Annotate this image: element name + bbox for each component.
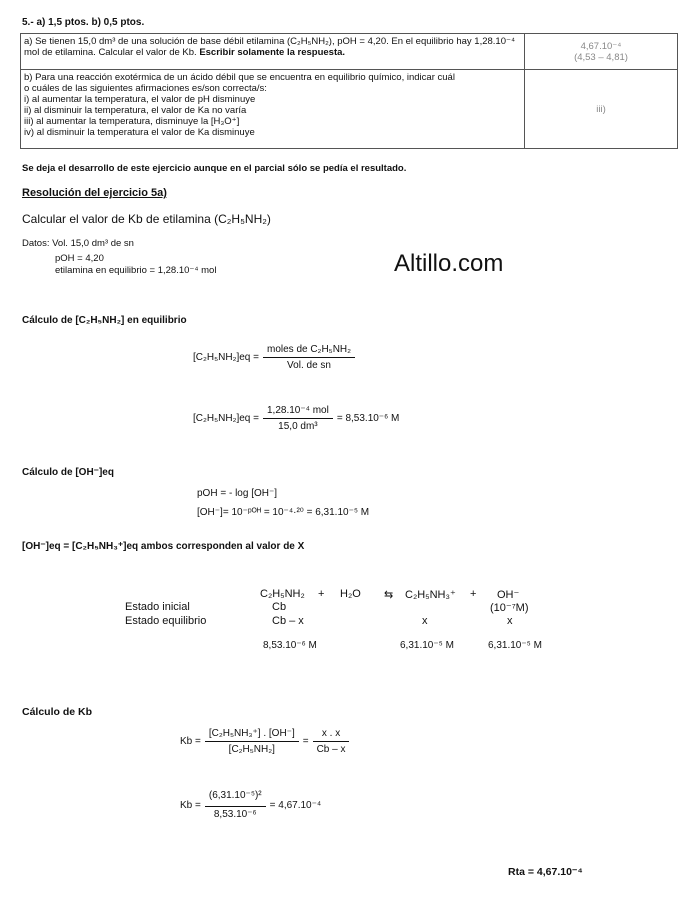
species-ethylammonium: C₂H₅NH₃⁺ — [405, 589, 456, 601]
fraction-numerator: x . x — [313, 728, 350, 742]
answer-a-range: (4,53 – 4,81) — [574, 51, 628, 63]
fraction-denominator: Cb – x — [316, 744, 346, 755]
concentration-equation-2 — [193, 405, 399, 432]
fraction — [263, 344, 355, 371]
question-b-option: iv) al disminuir la temperatura el valor de Ka disminuye — [24, 127, 255, 138]
species-hydroxide: OH⁻ — [497, 589, 520, 601]
fraction — [263, 405, 333, 432]
question-a-cell — [21, 34, 525, 70]
datos-moles: etilamina en equilibrio = 1,28.10⁻⁴ mol — [55, 265, 217, 276]
question-a-instruction: Escribir solamente la respuesta. — [199, 47, 346, 58]
fraction-denominator: 15,0 dm³ — [278, 421, 318, 432]
equation-lhs: Kb = — [180, 799, 201, 811]
question-row-a — [21, 34, 678, 70]
concentration-equation-1 — [193, 344, 355, 371]
answer-b-value: iii) — [596, 103, 606, 115]
answer-b-cell — [525, 70, 678, 149]
equilibrium-arrow: ⇆ — [384, 589, 394, 601]
equilibrium-hydroxide: x — [507, 615, 513, 627]
oh-calculation: [OH⁻]= 10⁻ᵖᴼᴴ = 10⁻⁴·²⁰ = 6,31.10⁻⁵ M — [197, 507, 370, 518]
equation-result: = 8,53.10⁻⁶ M — [336, 413, 400, 424]
fraction — [313, 728, 350, 755]
question-table — [20, 33, 678, 149]
plus-sign: + — [470, 588, 477, 600]
question-b-cell — [21, 70, 525, 149]
watermark-text: Altillo.com — [394, 250, 504, 277]
fraction-numerator: [C₂H₅NH₃⁺] . [OH⁻] — [205, 728, 299, 742]
plus-sign: + — [318, 588, 325, 600]
species-ethylamine: C₂H₅NH₂ — [260, 588, 305, 600]
relation-text: [OH⁻]eq = [C₂H₅NH₃⁺]eq ambos corresponden al valor de X — [22, 541, 305, 552]
fraction-numerator: (6,31.10⁻⁵)² — [205, 790, 266, 807]
answer-a-value: 4,67.10⁻⁴ — [580, 40, 622, 52]
equation-lhs: [C₂H₅NH₂]eq = — [193, 413, 259, 424]
answer-a-cell — [525, 34, 678, 70]
question-b-option: i) al aumentar la temperatura, el valor de pH disminuye — [24, 94, 256, 105]
section-kb-title: Cálculo de Kb — [22, 706, 93, 718]
equation-result: = 4,67.10⁻⁴ — [269, 799, 322, 811]
objective-text: Calcular el valor de Kb de etilamina (C₂H₅NH₂) — [22, 212, 271, 226]
question-b-option: iii) al aumentar la temperatura, disminuye la [H₃O⁺] — [24, 116, 240, 127]
row-label-equilibrium: Estado equilibrio — [125, 615, 207, 627]
section-oh-title: Cálculo de [OH⁻]eq — [22, 467, 114, 478]
value-ethylammonium: 6,31.10⁻⁵ M — [400, 640, 454, 651]
question-row-b — [21, 70, 678, 149]
equals-sign: = — [302, 736, 309, 747]
value-ethylamine: 8,53.10⁻⁶ M — [263, 640, 317, 651]
equation-lhs: [C₂H₅NH₂]eq = — [193, 352, 259, 363]
fraction — [205, 728, 299, 755]
final-answer: Rta = 4,67.10⁻⁴ — [508, 866, 583, 878]
equilibrium-ethylamine: Cb – x — [272, 615, 304, 627]
question-b-line: b) Para una reacción exotérmica de un ácido débil que se encuentra en equilibrio químico, indicar cuál — [24, 72, 455, 83]
fraction-numerator: moles de C₂H₅NH₂ — [263, 344, 355, 358]
note-text: Se deja el desarrollo de este ejercicio aunque en el parcial sólo se pedía el resultado. — [22, 163, 407, 174]
kb-equation-2 — [180, 790, 321, 820]
value-hydroxide: 6,31.10⁻⁵ M — [488, 640, 542, 651]
datos-volume: Datos: Vol. 15,0 dm³ de sn — [22, 238, 134, 249]
question-b-line: o cuáles de las siguientes afirmaciones es/son correcta/s: — [24, 83, 267, 94]
section-concentration-title: Cálculo de [C₂H₅NH₂] en equilibrio — [22, 315, 187, 326]
resolution-title: Resolución del ejercicio 5a) — [22, 187, 167, 199]
equilibrium-ethylammonium: x — [422, 615, 428, 627]
datos-poh: pOH = 4,20 — [55, 253, 104, 264]
fraction-denominator: [C₂H₅NH₂] — [228, 744, 275, 755]
initial-ethylamine: Cb — [272, 601, 287, 613]
fraction — [205, 790, 266, 820]
fraction-denominator: Vol. de sn — [287, 360, 331, 371]
row-label-initial: Estado inicial — [125, 601, 190, 613]
poh-definition: pOH = - log [OH⁻] — [197, 488, 278, 499]
fraction-denominator: 8,53.10⁻⁶ — [213, 809, 257, 820]
question-a-text: a) Se tienen 15,0 dm³ de una solución de base débil etilamina (C₂H₅NH₂), pOH = 4,20. En el equilibrio hay 1,28.10⁻⁴ mol de etilamina. Calcular el valor de Kb. — [24, 36, 516, 58]
kb-equation-1 — [180, 728, 349, 755]
fraction-numerator: 1,28.10⁻⁴ mol — [263, 405, 333, 419]
species-water: H₂O — [340, 588, 361, 600]
question-b-option: ii) al disminuir la temperatura, el valor de Ka no varía — [24, 105, 247, 116]
problem-header: 5.- a) 1,5 ptos. b) 0,5 ptos. — [22, 17, 145, 28]
initial-hydroxide: (10⁻⁷M) — [490, 602, 529, 614]
equation-lhs: Kb = — [180, 736, 201, 747]
